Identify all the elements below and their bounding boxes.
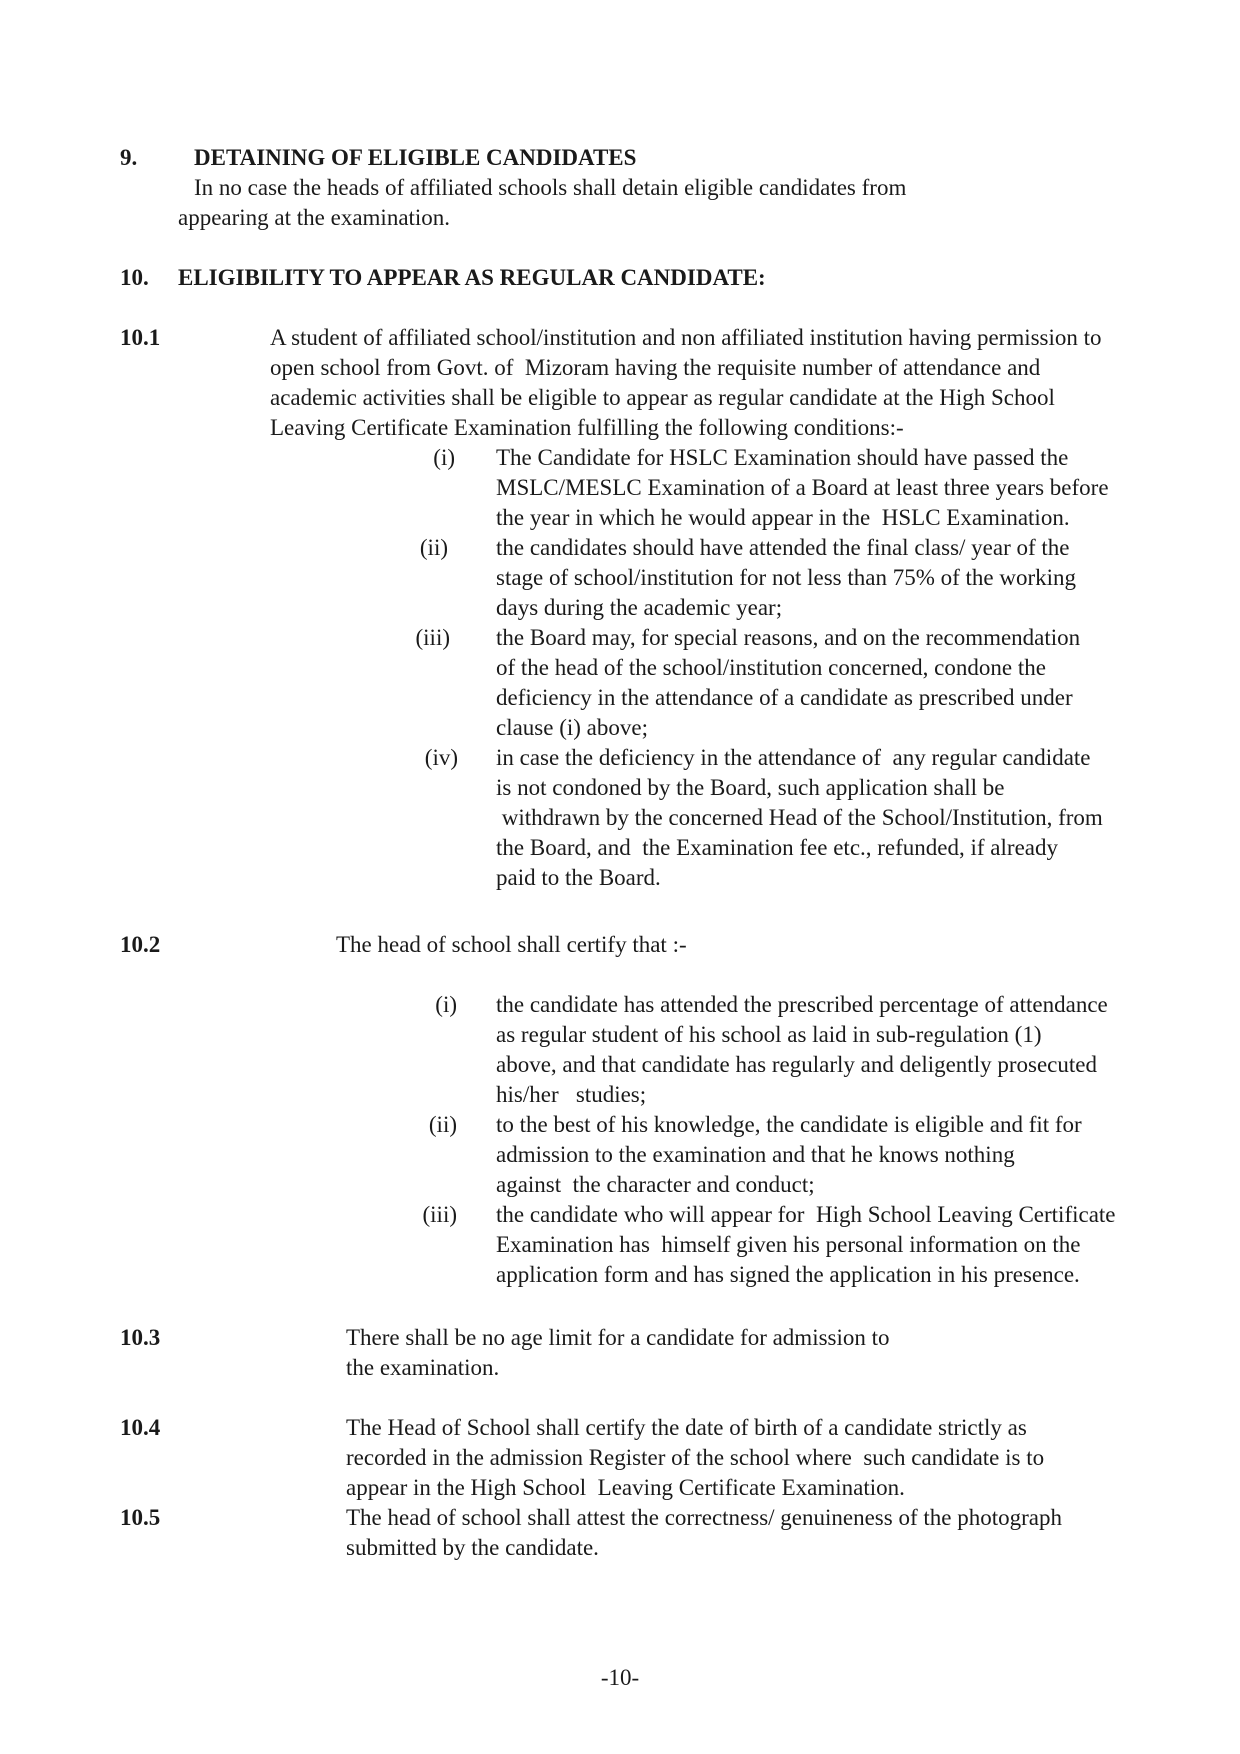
item-line: the year in which he would appear in the HSLC Examination. xyxy=(496,505,1070,530)
item-line: of the head of the school/institution concerned, condone the xyxy=(496,655,1046,680)
clause-10-4-text xyxy=(346,1413,1044,1503)
item-line: stage of school/institution for not less than 75% of the working xyxy=(496,565,1077,590)
item-line: Examination has himself given his personal information on the xyxy=(496,1232,1081,1257)
clause-10-1-text xyxy=(270,323,1102,443)
item-line: is not condoned by the Board, such application shall be xyxy=(496,775,1005,800)
item-line: the candidate who will appear for High School Leaving Certificate xyxy=(496,1202,1116,1227)
item-line: days during the academic year; xyxy=(496,595,783,620)
clause-10-1-number: 10.1 xyxy=(120,325,161,350)
clause-10-1-item-ii xyxy=(496,533,1076,623)
clause-10-2-item-i xyxy=(496,990,1108,1110)
item-line: in case the deficiency in the attendance of any regular candidate xyxy=(496,745,1091,770)
item-line: the Board may, for special reasons, and on the recommendation xyxy=(496,625,1081,650)
clause-10-1-item-iii xyxy=(496,623,1080,743)
item-line: application form and has signed the application in his presence. xyxy=(496,1262,1080,1287)
clause-10-3-number: 10.3 xyxy=(120,1325,161,1350)
clause-line: The Head of School shall certify the date of birth of a candidate strictly as xyxy=(346,1415,1027,1440)
clause-10-5-number: 10.5 xyxy=(120,1505,161,1530)
section-9-heading: DETAINING OF ELIGIBLE CANDIDATES xyxy=(194,145,637,170)
item-line: his/her studies; xyxy=(496,1082,647,1107)
section-10-heading: ELIGIBILITY TO APPEAR AS REGULAR CANDIDATE: xyxy=(178,265,766,290)
item-label: (ii) xyxy=(428,1112,457,1137)
item-line: the candidate has attended the prescribed percentage of attendance xyxy=(496,992,1108,1017)
item-line: the candidates should have attended the final class/ year of the xyxy=(496,535,1070,560)
item-line: the Board, and the Examination fee etc., refunded, if already xyxy=(496,835,1058,860)
section-9-line-2: appearing at the examination. xyxy=(178,205,451,230)
clause-10-4-number: 10.4 xyxy=(120,1415,161,1440)
section-9-line-1: In no case the heads of affiliated schools shall detain eligible candidates from xyxy=(194,175,907,200)
item-label: (i) xyxy=(435,992,457,1017)
clause-10-2-item-ii xyxy=(496,1110,1082,1200)
clause-10-1-line: A student of affiliated school/institution and non affiliated institution having permission to xyxy=(270,325,1102,350)
clause-10-2-intro: The head of school shall certify that :- xyxy=(336,932,687,957)
item-line: deficiency in the attendance of a candidate as prescribed under xyxy=(496,685,1073,710)
clause-line: appear in the High School Leaving Certificate Examination. xyxy=(346,1475,905,1500)
clause-10-1-line: academic activities shall be eligible to appear as regular candidate at the High School xyxy=(270,385,1055,410)
item-line: above, and that candidate has regularly and deligently prosecuted xyxy=(496,1052,1097,1077)
clause-line: the examination. xyxy=(346,1355,500,1380)
item-line: MSLC/MESLC Examination of a Board at least three years before xyxy=(496,475,1109,500)
section-10-number: 10. xyxy=(120,265,149,290)
clause-10-3-text xyxy=(346,1323,890,1383)
clause-10-1-item-i xyxy=(496,443,1109,533)
item-line: against the character and conduct; xyxy=(496,1172,815,1197)
clause-10-5-text xyxy=(346,1503,1062,1563)
item-label: (iii) xyxy=(422,1202,457,1227)
clause-10-2-number: 10.2 xyxy=(120,932,161,957)
item-line: The Candidate for HSLC Examination should have passed the xyxy=(496,445,1069,470)
section-9-number: 9. xyxy=(120,145,138,170)
clause-line: There shall be no age limit for a candidate for admission to xyxy=(346,1325,890,1350)
item-label: (iv) xyxy=(424,745,458,770)
item-line: paid to the Board. xyxy=(496,865,661,890)
clause-10-1-line: Leaving Certificate Examination fulfilling the following conditions:- xyxy=(270,415,904,440)
item-line: as regular student of his school as laid in sub-regulation (1) xyxy=(496,1022,1042,1047)
page-number: -10- xyxy=(600,1665,640,1690)
clause-10-1-item-iv xyxy=(496,743,1103,893)
item-line: clause (i) above; xyxy=(496,715,648,740)
clause-line: recorded in the admission Register of the school where such candidate is to xyxy=(346,1445,1045,1470)
clause-line: submitted by the candidate. xyxy=(346,1535,599,1560)
item-line: to the best of his knowledge, the candidate is eligible and fit for xyxy=(496,1112,1082,1137)
item-label: (i) xyxy=(433,445,455,470)
item-label: (iii) xyxy=(415,625,450,650)
clause-10-2-item-iii xyxy=(496,1200,1116,1290)
item-line: withdrawn by the concerned Head of the School/Institution, from xyxy=(496,805,1103,830)
clause-10-1-line: open school from Govt. of Mizoram having the requisite number of attendance and xyxy=(270,355,1041,380)
item-label: (ii) xyxy=(419,535,448,560)
item-line: admission to the examination and that he knows nothing xyxy=(496,1142,1015,1167)
clause-line: The head of school shall attest the correctness/ genuineness of the photograph xyxy=(346,1505,1062,1530)
